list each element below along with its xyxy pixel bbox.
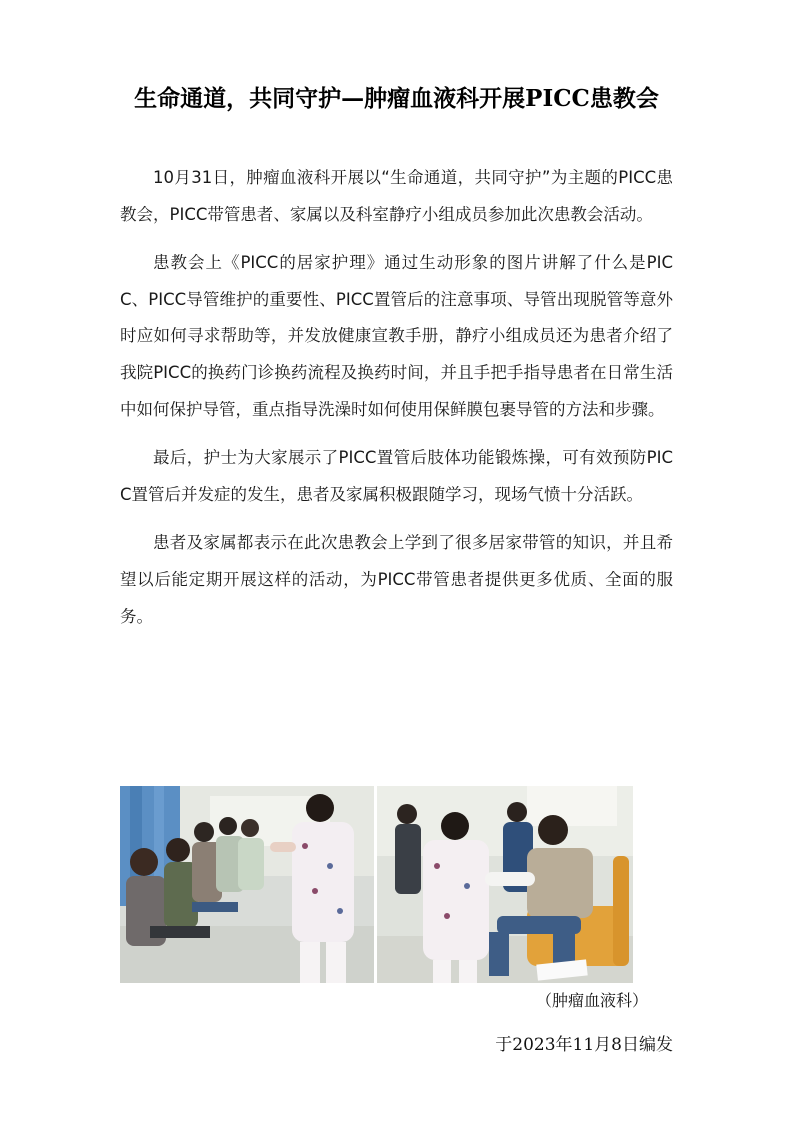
publish-date: 于2023年11月8日编发	[495, 1035, 673, 1055]
photo-hands-on-guidance	[377, 786, 633, 983]
paragraph-content: 患教会上《PICC的居家护理》通过生动形象的图片讲解了什么是PICC、PICC导管维护的重要性、PICC置管后的注意事项、导管出现脱管等意外时应如何寻求帮助等，并发放健康宣教手册，静疗小组成员还为患者介绍了我院PICC的换药门诊换药流程及换药时间，并且手把手指导患者在日常生活中如何保护导管，重点指导洗澡时如何使用保鲜膜包裹导管的方法和步骤。	[120, 253, 673, 419]
paragraph-feedback: 患者及家属都表示在此次患教会上学到了很多居家带管的知识，并且希望以后能定期开展这样的活动，为PICC带管患者提供更多优质、全面的服务。	[120, 533, 673, 626]
photo-strip	[120, 786, 633, 983]
paragraph-exercise: 最后，护士为大家展示了PICC置管后肢体功能锻炼操，可有效预防PICC置管后并发症的发生，患者及家属积极跟随学习，现场气愤十分活跃。	[120, 448, 673, 504]
document-title: 生命通道，共同守护—肿瘤血液科开展PICC患教会	[134, 85, 659, 112]
photo-education-session	[120, 786, 374, 983]
document-body	[120, 160, 673, 647]
photo-caption: （肿瘤血液科）	[535, 991, 648, 1010]
paragraph-intro: 10月31日，肿瘤血液科开展以“生命通道，共同守护”为主题的PICC患教会，PICC带管患者、家属以及科室静疗小组成员参加此次患教会活动。	[120, 168, 673, 224]
